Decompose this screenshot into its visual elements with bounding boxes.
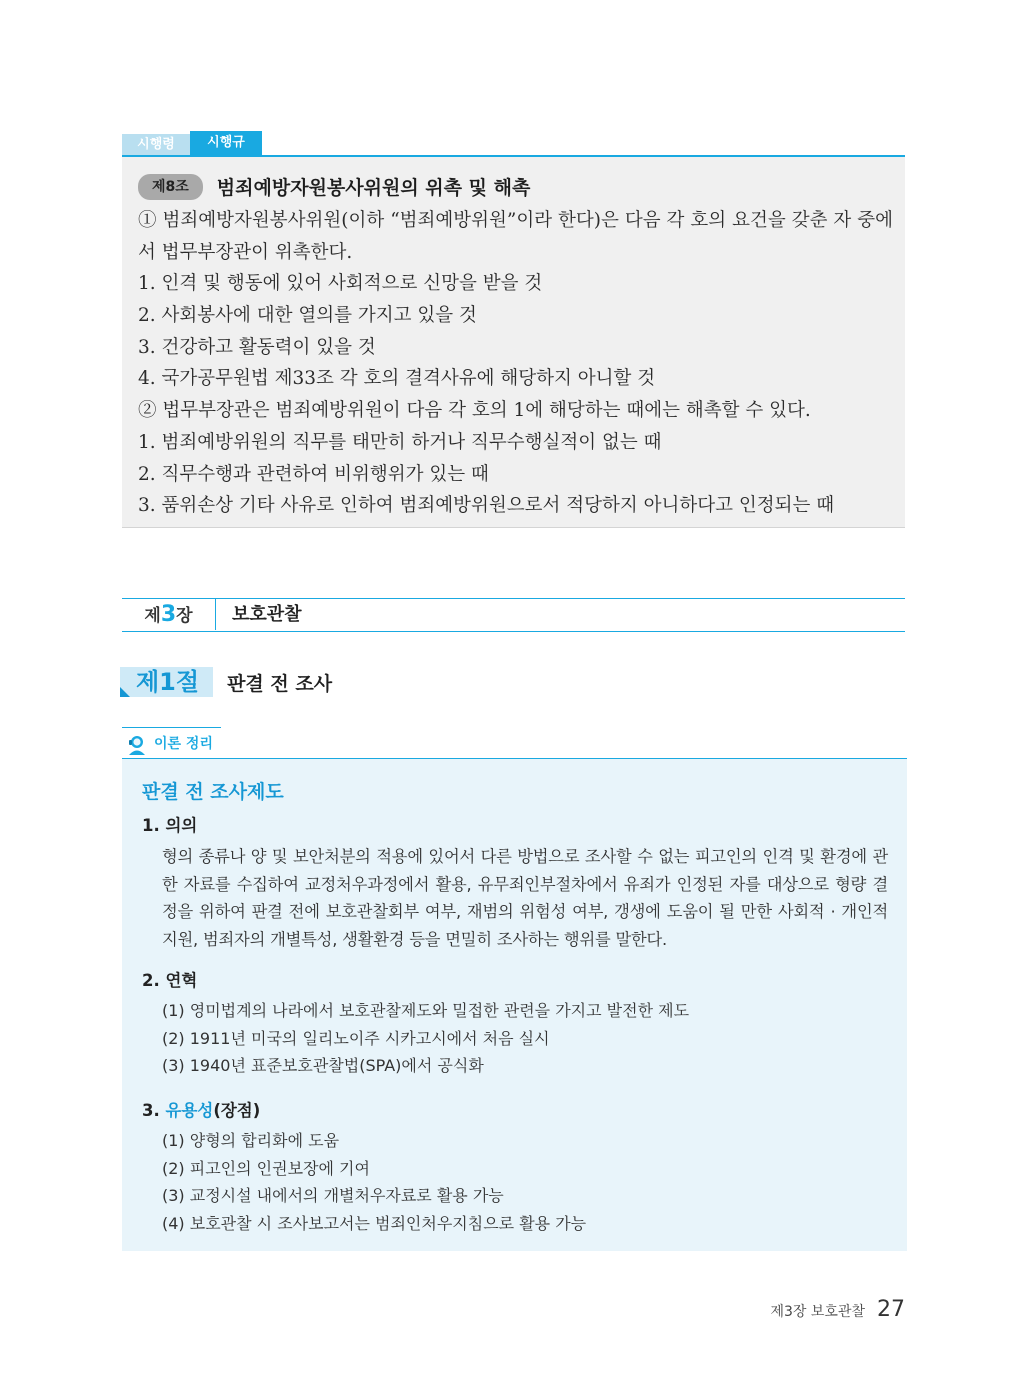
list-item: (3) 1940년 표준보호관찰법(SPA)에서 공식화 [162,1056,484,1075]
chapter-prefix: 제 [144,606,161,626]
article-item: 4. 국가공무원법 제33조 각 호의 결격사유에 해당하지 아니할 것 [138,368,656,390]
item-heading-usefulness [142,1097,260,1121]
article-header [138,173,530,200]
usefulness-list [162,1127,586,1237]
item-heading-meaning: 1. 의의 [142,816,198,835]
meaning-paragraph: 형의 종류나 양 및 보안처분의 적용에 있어서 다른 방법으로 조사할 수 없는 피고인의 인격 및 환경에 관한 자료를 수집하여 교정처우과정에서 활용, 유무죄인부절차에서 유죄가 인정된 자를 대상으로 형량 결정을 위하여 판결 전에 보호관찰회부 여부, 재범의 위험성 여부, 갱생에 도움이 될 만한 사회적 · 개인적 지원, 범죄자의 개별특성, 생활환경 등을 면밀히 조사하는 행위를 말한다. [162,847,888,949]
list-item: (2) 피고인의 인권보장에 기여 [162,1158,370,1178]
item-number: 3. [142,1101,166,1120]
item-heading-history: 2. 연혁 [142,971,198,990]
corner-triangle-icon [120,687,130,697]
item-qualifier: (장점) [213,1101,261,1120]
person-icon [126,734,148,756]
page-footer [770,1297,905,1322]
article-item: 3. 품위손상 기타 사유로 인하여 범죄예방위원으로서 적당하지 아니하다고 인정되는 때 [138,495,835,517]
tab-enforcement-decree: 시행령 [122,134,190,155]
chapter-heading [122,598,905,632]
article-item: 2. 직무수행과 관련하여 비위행위가 있는 때 [138,463,489,485]
article-title: 범죄예방자원봉사위원의 위촉 및 해촉 [216,177,531,199]
chapter-title: 보호관찰 [232,604,302,625]
section-title: 판결 전 조사 [227,672,333,695]
list-item: (3) 교정시설 내에서의 개별처우자료로 활용 가능 [162,1186,504,1205]
running-footer: 제3장 보호관찰 [770,1304,865,1320]
article-item: 1. 인격 및 행동에 있어 사회적으로 신망을 받을 것 [138,273,543,295]
section-number: 제1절 [136,668,200,696]
theory-label-bar [122,727,221,756]
section-badge [120,667,213,697]
list-item: (2) 1911년 미국의 일리노이주 시카고시에서 처음 실시 [162,1028,550,1048]
article-paragraph-2: ② 법무부장관은 범죄예방위원이 다음 각 호의 1에 해당하는 때에는 해촉할 수 있다. [138,400,811,422]
article-number-badge: 제8조 [138,174,203,200]
tab-enforcement-rules: 시행규 [190,131,262,155]
section-heading [120,667,332,697]
article-item: 2. 사회봉사에 대한 열의를 가지고 있을 것 [138,305,477,327]
content-heading: 판결 전 조사제도 [142,781,284,803]
article-item: 1. 범죄예방위원의 직무를 태만히 하거나 직무수행실적이 없는 때 [138,431,662,453]
list-item: (1) 영미법계의 나라에서 보호관찰제도와 밀접한 관련을 가지고 발전한 제도 [162,1001,690,1020]
chapter-number [122,599,216,630]
list-item: (4) 보호관찰 시 조사보고서는 범죄인처우지침으로 활용 가능 [162,1213,587,1233]
item-keyword: 유용성 [165,1101,214,1120]
article-body [138,205,893,522]
chapter-suffix: 장 [176,606,193,626]
chapter-number-digit: 3 [160,602,177,627]
list-item: (1) 양형의 합리화에 도움 [162,1131,340,1150]
regulation-tabs [122,131,262,155]
article-item: 3. 건강하고 활동력이 있을 것 [138,336,376,358]
article-paragraph-1: ① 범죄예방자원봉사위원(이하 “범죄예방위원”이라 한다)은 다음 각 호의 요건을 갖춘 자 중에서 법무부장관이 위촉한다. [138,210,893,263]
theory-content-box [122,758,907,1251]
page-number: 27 [877,1297,905,1322]
history-list [162,997,689,1080]
theory-label: 이론 정리 [154,736,213,752]
law-article-box [122,155,905,528]
